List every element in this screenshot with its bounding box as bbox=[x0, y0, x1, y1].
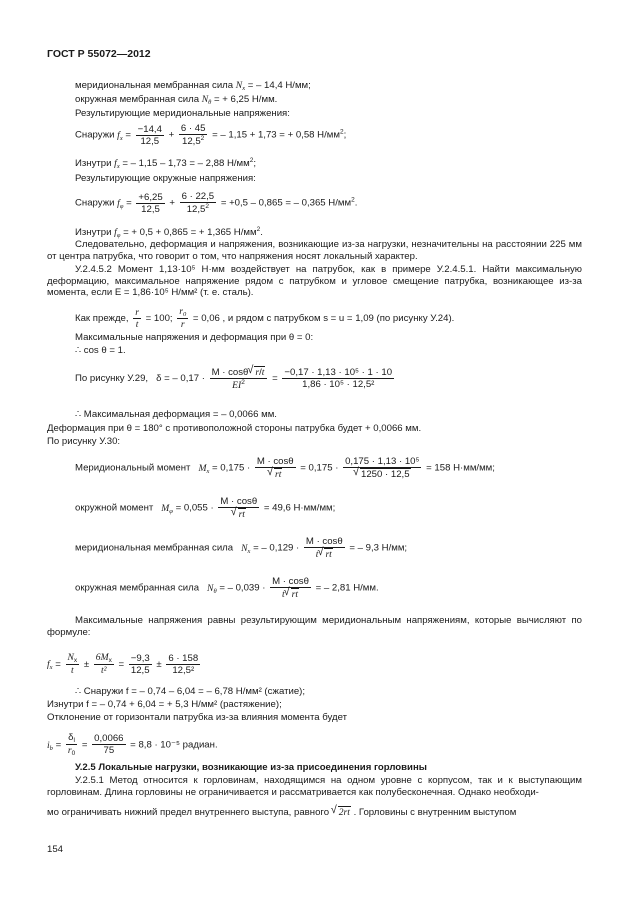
fraction: $\frac{6 \cdot 22,5}{12,5^2}$ bbox=[181, 191, 215, 216]
fraction: $\frac{6 \cdot 45}{12,5^2}$ bbox=[180, 123, 206, 148]
line-ratios: Как прежде, $\frac{r}{t}$ = 100; $\frac{r_0}{r}$ = 0,06 , и рядом с патрубком s = u = 1,09 (по рисунку У.24). bbox=[75, 306, 455, 331]
line-hoop-membrane-force: окружная мембранная сила $N_\theta$ = + 6,25 Н/мм. bbox=[75, 94, 278, 106]
line-outer-result: ∴ Снаружи f = – 0,74 – 6,04 = – 6,78 Н/мм² (сжатие); bbox=[75, 686, 306, 697]
fraction: $\frac{0,0066}{75}$ bbox=[94, 733, 124, 757]
fraction: M · cosθ √ rt bbox=[218, 496, 259, 520]
line-inner-result: Изнутри f = – 0,74 + 6,04 = + 5,3 Н/мм² (растяжение); bbox=[47, 699, 282, 710]
sqrt-expression: √ 2rt bbox=[338, 806, 351, 819]
paragraph-max-stresses: Максимальные напряжения равны результирующим меридиональным напряжениям, которые вычисляют по формуле: bbox=[47, 615, 582, 638]
fraction: $\frac{6M_x}{\text{t²}}$ bbox=[95, 652, 112, 677]
line-max-deflection: ∴ Максимальная деформация = – 0,0066 мм. bbox=[75, 409, 277, 420]
line-rotation-intro: Отклонение от горизонтали патрубка из-за влияния момента будет bbox=[47, 712, 348, 723]
line-max-stress-condition: Максимальные напряжения и деформация при θ = 0: bbox=[75, 332, 314, 343]
fraction: $\frac{N_x}{t}$ bbox=[67, 652, 78, 677]
fraction: $\frac{-14,4}{12,5}$ bbox=[137, 123, 162, 147]
section-heading: У.2.5 Локальные нагрузки, возникающие из-за присоединения горловины bbox=[75, 762, 427, 773]
fraction: $\frac{M \cdot \cos\theta}{t√ rt}$ bbox=[270, 576, 311, 600]
line-meridional-membrane-force: меридиональная мембранная сила $N_x$ = – 14,4 Н/мм; bbox=[75, 80, 311, 92]
formula-deflection: По рисунку У.29, δ = – 0,17 · $\frac{M \cdot \cos\theta√ r/t}{EI^2}$ = $\frac{\text{−0,17 · 1,13 · 10⁵ · 1 · 10}}{\text{1,86 · 10⁵ · 12,5²}}$ bbox=[75, 366, 396, 391]
paragraph-nozzle-method: У.2.5.1 Метод относится к горловинам, находящимся на одном уровне с корпусом, так и к выступающим горловинам. Длина горловины не ограничивается и рассматривается как полубесконечная. Однако необходи- bbox=[47, 775, 582, 798]
fraction: 0,175 · 1,13 · 10⁵ √ 1250 · 12,5 bbox=[343, 456, 421, 480]
formula-inner-hoop: Изнутри $f_\varphi$ = + 0,5 + 0,865 = + 1,365 $Н/мм^2$. bbox=[75, 226, 263, 239]
formula-outer-meridional: Снаружи $f_x$ = $\frac{-14,4}{12,5}$ + $\frac{6 \cdot 45}{12,5^2}$ = – 1,15 + 1,73 = + 0,58 $Н/мм^2$; bbox=[75, 123, 347, 148]
line-hoop-stresses: Результирующие окружные напряжения: bbox=[75, 173, 256, 184]
fraction: $\frac{\text{−0,17 · 1,13 · 10⁵ · 1 · 10}}{\text{1,86 · 10⁵ · 12,5²}}$ bbox=[284, 367, 393, 391]
formula-meridional-membrane: меридиональная мембранная сила $N_x$ = – 0,129 · $\frac{M \cdot \cos\theta}{t√ rt}$ = – 9,3 Н/мм; bbox=[75, 536, 407, 560]
line-nozzle-limit: мо ограничивать нижний предел внутреннего выступа, равного √ 2rt . Горловины с внутренним выступом bbox=[47, 806, 516, 819]
page-header: ГОСТ Р 55072—2012 bbox=[47, 48, 151, 60]
formula-rotation: $i_b$ = $\frac{\delta_l}{r_0}$ = $\frac{0,0066}{75}$ = 8,8 · 10⁻⁵ радиан. bbox=[47, 732, 218, 758]
formula-resultant-stress: $f_x$ = $\frac{N_x}{t}$ ± $\frac{6M_x}{\text{t²}}$ = $\frac{-9,3}{12,5}$ ± $\frac{6 \cdot 158}{\text{12,5²}}$ bbox=[47, 652, 199, 677]
fraction: $\frac{6 \cdot 158}{\text{12,5²}}$ bbox=[168, 652, 199, 676]
formula-hoop-membrane: окружная мембранная сила $N_\theta$ = – 0,039 · $\frac{M \cdot \cos\theta}{t√ rt}$ = – 2,81 Н/мм. bbox=[75, 576, 379, 600]
line-opposite-deflection: Деформация при θ = 180° с противоположной стороны патрубка будет + 0,0066 мм. bbox=[47, 423, 422, 434]
formula-meridional-moment: Меридиональный момент $M_x = 0,175$ · M · cosθ √ rt = 0,175 · 0,175 · 1,13 · 10⁵ √ 1250 · 12,5 = 158 Н·мм/мм; bbox=[75, 456, 495, 480]
formula-hoop-moment: окружной момент $M_\varphi = 0,055$ · M · cosθ √ rt = 49,6 Н·мм/мм; bbox=[75, 496, 335, 520]
line-cos-theta: ∴ cos θ = 1. bbox=[75, 345, 126, 356]
fraction: $\frac{M \cdot \cos\theta√ r/t}{EI^2}$ bbox=[210, 366, 268, 391]
paragraph-conclusion: Следовательно, деформация и напряжения, возникающие из-за нагрузки, незначительны на расстоянии 225 мм от центра патрубка, что говорит о том, что напряжения носят локальный характер. bbox=[47, 239, 582, 262]
formula-inner-meridional: Изнутри $f_x$ = – 1,15 – 1,73 = – 2,88 $Н/мм^2$; bbox=[75, 157, 257, 170]
fraction: $\frac{r_0}{r}$ bbox=[179, 306, 187, 331]
fraction: $\frac{r}{t}$ bbox=[135, 306, 139, 330]
line-figure-ref: По рисунку У.30: bbox=[47, 436, 121, 447]
fraction: $\frac{M \cdot \cos\theta}{t√ rt}$ bbox=[304, 536, 345, 560]
line-meridional-stresses: Результирующие меридиональные напряжения: bbox=[75, 108, 290, 119]
fraction: M · cosθ √ rt bbox=[255, 456, 296, 480]
fraction: $\frac{-9,3}{12,5}$ bbox=[130, 652, 150, 676]
fraction: $\frac{\delta_l}{r_0}$ bbox=[67, 732, 76, 758]
page-number: 154 bbox=[47, 844, 64, 855]
paragraph-moment-example: У.2.4.5.2 Момент 1,13·10⁵ Н·мм воздействует на патрубок, как в примере У.2.4.5.1. Найти максимальную деформацию, максимальное напряжение рядом с патрубком и угловое смещение патрубка, возникающее из-за момента, если E = 1,86·10⁵ Н/мм² (т. е. сталь). bbox=[47, 264, 582, 298]
fraction: $\frac{+6,25}{12,5}$ bbox=[138, 191, 163, 215]
formula-outer-hoop: Снаружи $f_\varphi$ = $\frac{+6,25}{12,5}$ + $\frac{6 \cdot 22,5}{12,5^2}$ = +0,5 – 0,865 = – 0,365 $Н/мм^2$. bbox=[75, 191, 358, 216]
